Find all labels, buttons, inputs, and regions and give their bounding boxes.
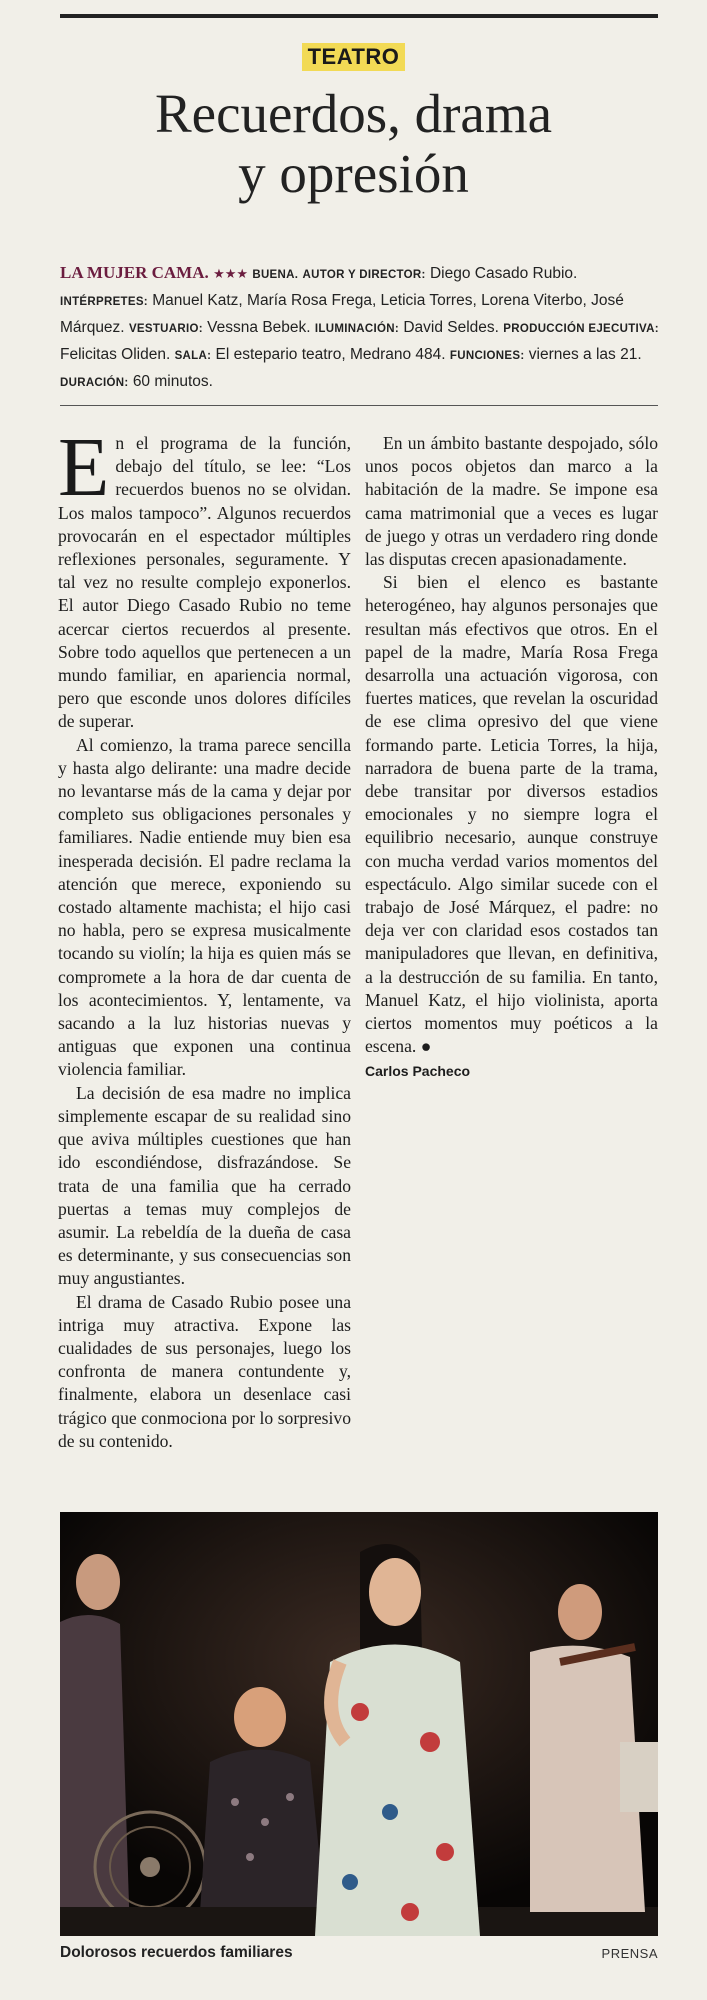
lighting-value: David Seldes. (403, 319, 499, 336)
credits-divider (60, 405, 658, 406)
duration-value: 60 minutos. (132, 373, 213, 390)
article-body (58, 421, 658, 1477)
stage-photo (60, 1512, 658, 1936)
play-title: LA MUJER CAMA. (60, 263, 209, 282)
wardrobe-label: VESTUARIO: (128, 323, 203, 335)
paragraph-3: La decisión de esa madre no implica simplemente escapar de su realidad sino que aviva múltiples cuestiones que han ido escondiéndose, disfrazándose. Se trata de una familia que ha cerrado puertas a temas muy complejos de asumir. La rebeldía de la dueña de casa es determinante, y sus consecuencias son muy angustiantes. (58, 1082, 351, 1289)
paragraph-1-text: n el programa de la función, debajo del título, se lee: “Los recuerdos buenos no se olvidan. Los malos tampoco”. Algunos recuerdos provocarán en el espectador múltiples reflexiones personales, seguramente. Y tal vez no resulte complejo exponerlos. El autor Diego Casado Rubio no teme acercar ciertos recuerdos al presente. Sobre todo aquellos que pertenecen a un mundo familiar, en apariencia normal, pero que esconde unos dolores difíciles de superar. (58, 433, 351, 732)
end-mark: ● (420, 1036, 432, 1057)
photo-caption: Dolorosos recuerdos familiares (60, 1944, 293, 1961)
cast-value: Manuel Katz, María Rosa Frega, Leticia Torres, Lorena Viterbo, José Márquez. (60, 292, 624, 336)
rating-label: BUENA. (252, 269, 299, 281)
author-label: AUTOR Y DIRECTOR: (302, 269, 426, 281)
paragraph-1 (58, 421, 351, 734)
credits-block (60, 260, 660, 396)
venue-value: El estepario teatro, Medrano 484. (215, 346, 446, 363)
wardrobe-value: Vessna Bebek. (207, 319, 311, 336)
paragraph-6 (365, 571, 658, 1058)
paragraph-6-text: Si bien el elenco es bastante heterogéneo, hay algunos personajes que resultan más efectivos que otros. En el papel de la madre, María Rosa Frega desarrolla una actuación vigorosa, con fuertes matices, que revelan la oscuridad de ese clima opresivo del que viene formando parte. Leticia Torres, la hija, narradora de buena parte de la trama, debe transitar por diversos estadios emocionales y no siempre logra el equilibrio necesario, aunque construye con mucha verdad varios momentos del espectáculo. Algo similar sucede con el trabajo de José Márquez, el padre: no deja ver con claridad esos costados tan manipuladores que llevan, en definitiva, a la destrucción de su familia. En tanto, Manuel Katz, el hijo violinista, aporta ciertos momentos muy poéticos a la escena. (365, 572, 658, 1057)
headline-line-2: y opresión (238, 143, 469, 204)
byline: Carlos Pacheco (365, 1063, 471, 1080)
paragraph-4: El drama de Casado Rubio posee una intriga muy atractiva. Expone las cualidades de sus personajes, luego los confronta de manera contundente y, finalmente, elabora un desenlace casi trágico que conmociona por lo sorpresivo de su contenido. (58, 1291, 351, 1451)
author-value: Diego Casado Rubio. (429, 265, 578, 282)
headline-line-1: Recuerdos, drama (154, 83, 553, 144)
top-rule (60, 14, 658, 18)
stage-photo-illustration (60, 1512, 658, 1936)
paragraph-2: Al comienzo, la trama parece sencilla y hasta algo delirante: una madre decide no levantarse más de la cama y dejar por completo sus obligaciones personales y familiares. Nadie entiende muy bien esa inesperada decisión. El padre reclama la atención que merece, exponiendo su costado altamente machista; el hijo casi no habla, pero se expresa musicalmente tocando su violín; la hija es quien más se compromete a la hora de dar cuenta de los acontecimientos. Y, lentamente, va sacando a la luz historias nuevas y antiguas que exponen una continua violencia familiar. (58, 734, 351, 1080)
venue-label: SALA: (174, 350, 212, 362)
section-label: TEATRO (302, 43, 406, 71)
photo-credit: PRENSA (601, 1946, 658, 1961)
drop-cap: E (58, 421, 110, 514)
headline (40, 84, 667, 204)
rating-stars: ★★★ (213, 266, 249, 281)
shows-label: FUNCIONES: (449, 350, 525, 362)
lighting-label: ILUMINACIÓN: (314, 323, 399, 335)
production-value: Felicitas Oliden. (60, 346, 171, 363)
section-tag (0, 43, 707, 71)
production-label: PRODUCCIÓN EJECUTIVA: (503, 323, 659, 335)
shows-value: viernes a las 21. (528, 346, 642, 363)
paragraph-5: En un ámbito bastante despojado, sólo unos pocos objetos dan marco a la habitación de la madre. Se impone esa cama matrimonial que a veces es lugar de juego y otras un verdadero ring donde las disputas crecen apasionadamente. (365, 433, 658, 570)
cast-label: INTÉRPRETES: (60, 296, 148, 308)
duration-label: DURACIÓN: (60, 377, 129, 389)
